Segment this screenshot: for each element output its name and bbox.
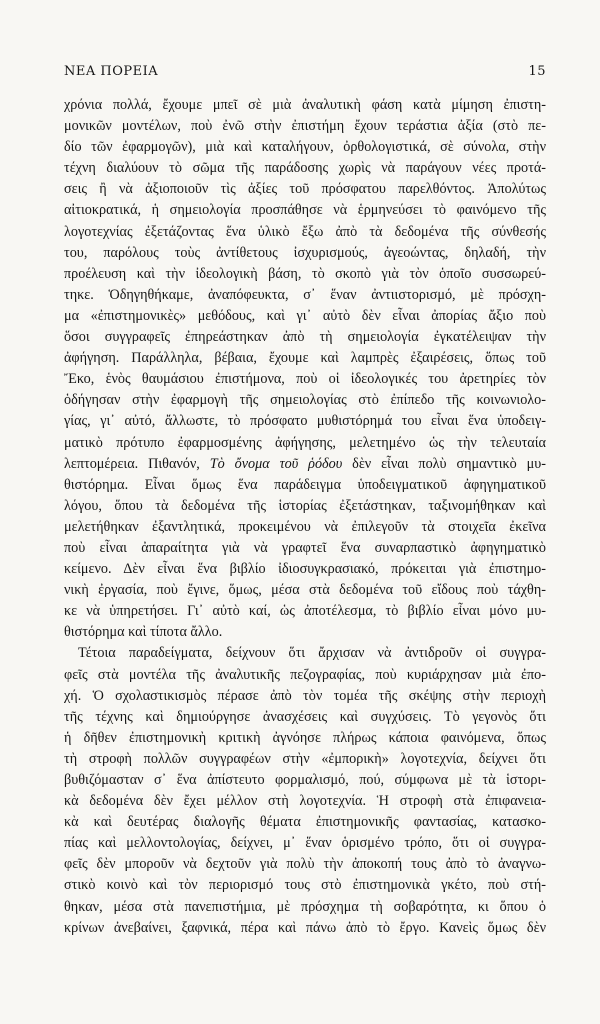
text-line: χή. Ὁ σχολαστικισμὸς πέρασε ἀπὸ τὸν τομέα τῆς σκέψης στὴν περιοχὴ [64,687,546,704]
text-line: Ἔκο, ἑνὸς θαυμάσιου ἐπιστήμονα, ποὺ οἱ ἰδεολογικές του ἀρετηρίες τὸν [64,371,546,388]
text-line: αἰτιοκρατικά, ἡ σημειολογία προσπάθησε νὰ ἑρμηνεύσει τὸ φαινόμενο τῆς [64,202,546,219]
text-line: θιστόρημα. Εἶναι ὅμως ἕνα παράδειγμα ὑποδειγματικοῦ ἀφηγηματικοῦ [64,476,546,493]
text-line: του, παρόλους τοὺς ἀντίθετους ἰσχυρισμούς, ἀγεοώντας, δηλαδή, τὴν [64,244,546,261]
text-line: κὰ καὶ δευτέρας διαλογῆς θέματα ἐπιστημονικῆς φαντασίας, κατασκο- [64,814,546,831]
body-text [64,95,546,939]
paragraph [64,95,546,643]
book-title: Τὸ ὄνομα τοῦ ῥόδου [209,455,343,472]
text-line: βυθιζόμασταν σ᾽ ἕνα ἀπίστευτο φορμαλισμό, πού, σύμφωνα μὲ τὰ ἱστορι- [64,772,546,788]
text-line: θηκαν, μέσα στὰ πανεπιστήμια, μὲ πρόσχημα τὴ σοβαρότητα, κι ὅπου ὁ [64,898,546,915]
text-line: ποὺ εἶναι ἀπαραίτητα γιὰ νὰ γραφτεῖ ἕνα συναρπαστικὸ ἀφηγηματικὸ [64,539,546,556]
text-line: ἀφήγηση. Παράλληλα, βέβαια, ἔχουμε καὶ λαμπρὲς ἐξαιρέσεις, ὅπως τοῦ [64,350,546,367]
text-line: τὴ στροφὴ πολλῶν συγγραφέων στὴν «ἐμπορικὴ» λογοτεχνία, δείχνει ὅτι [64,750,546,767]
text-line: γίας, γι᾽ αὐτό, ἄλλωστε, τὸ πρόσφατο μυθιστόρημά του εἶναι ἕνα ὑποδειγ- [64,413,546,430]
text-line: θιστόρημα καὶ τίποτα ἄλλο. [64,624,223,641]
text-line: λόγου, ὅπου τὰ δεδομένα τῆς ἱστορίας ἐξετάστηκαν, ταξινομήθηκαν καὶ [64,497,546,514]
text-fragment: δὲν εἶναι πολὺ σημαντικὸ μυ- [342,455,546,472]
text-line: μα «ἐπιστημονικὲς» μεθόδους, καὶ γι᾽ αὐτὸ δὲν εἶναι ἀπορίας ἄξιο ποὺ [64,307,546,324]
text-line: μονικῶν μοντέλων, ποὺ ἐνῶ στὴν ἐπιστήμη ἔχουν τεράστια ἀξία (στὸ πε- [64,118,546,135]
text-line: χρόνια πολλά, ἔχουμε μπεῖ σὲ μιὰ ἀναλυτικὴ φάση κατὰ μίμηση ἐπιστη- [64,97,546,113]
text-line: κε νὰ ὑπηρετήσει. Γι᾽ αὐτὸ καί, ὡς ἀποτέλεσμα, τὸ βιβλίο εἶναι μόνο μυ- [64,603,546,620]
text-line: προέλευση καὶ τὴν ἰδεολογικὴ βάση, τὸ σκοπὸ γιὰ τὸν ὁποῖο συσσωρεύ- [64,265,546,282]
text-line: τῆς τέχνης καὶ δημιούργησε ἀνασχέσεις καὶ συγχύσεις. Τὸ γεγονὸς ὅτι [64,708,546,725]
text-line: φεῖς στὰ μοντέλα τῆς ἀναλυτικῆς πεζογραφίας, ποὺ κυριάρχησαν μιὰ ἐπο- [64,666,546,683]
text-line: δίο τῶν ἐφαρμογῶν), μιὰ καὶ καταλήγουν, ὀρθολογιστικά, σὲ σύνολα, στὴν [64,139,546,156]
text-line: ἡ δῆθεν ἐπιστημονικὴ κριτικὴ ἀγνόησε πλήρως κάποια φαινόμενα, ὅπως [64,729,546,746]
text-line: κὰ δεδομένα δὲν ἔχει μέλλον στὴ λογοτεχνία. Ἡ στροφὴ στὰ ἐπιφανεια- [64,793,546,810]
text-line: νικὴ ἐργασία, ποὺ ἔγινε, ὅμως, μέσα στὰ δεδομένα τοῦ εἴδους ποὺ τάχθη- [64,582,546,599]
text-line: Τέτοια παραδείγματα, δείχνουν ὅτι ἄρχισαν νὰ ἀντιδροῦν οἱ συγγρα- [78,645,546,662]
text-line: ὁδήγησαν στὴν ἐφαρμογὴ τῆς σημειολογίας στὸ ἐπίπεδο τῆς κοινωνιολο- [64,392,546,409]
text-line: στικὸ κοινὸ καὶ τὸν περιορισμό τους στὸ ἐπιστημονικὰ γκέτο, ποὺ στή- [64,877,546,894]
text-line: πίας καὶ μελλοντολογίας, δείχνει, μ᾽ ἕναν ὁρισμένο τρόπο, ὅτι οἱ συγγρα- [64,835,546,852]
text-line: φεῖς δὲν μποροῦν νὰ δεχτοῦν γιὰ πολὺ τὴν ἀποκοπή τους ἀπὸ τὸ ἀναγνω- [64,856,546,873]
text-line: τέχνη διαλύουν τὸ σῶμα τῆς παράδοσης χωρὶς νὰ παράγουν νέες προτά- [64,160,546,177]
text-line: τηκε. Ὁδηγηθήκαμε, ἀναπόφευκτα, σ᾽ ἕναν ἀντιιστορισμό, μὲ πρόσχη- [64,286,546,303]
running-header [64,64,546,79]
text-line: ὅσοι συγγραφεῖς ἐπηρεάστηκαν ἀπὸ τὴ σημειολογία ἐγκατέλειψαν τὴν [64,329,546,346]
text-line: λεπτομέρεια. Πιθανόν, Τὸ ὄνομα τοῦ ῥόδου δὲν εἶναι πολὺ σημαντικὸ μυ- [64,455,546,472]
running-title: ΝΕΑ ΠΟΡΕΙΑ [64,64,159,79]
paragraph [64,643,546,938]
text-line: λογοτεχνίας ἐξετάζοντας ἕνα ὑλικὸ ἔξω ἀπὸ τὰ δεδομένα τῆς σύνθεσής [64,223,546,240]
text-line: κείμενο. Δὲν εἶναι ἕνα βιβλίο ἰδιοσυγκρασιακό, πρόκειται γιὰ ἐπιστημο- [64,561,546,578]
text-line: ματικὸ πρότυπο ἐφαρμοσμένης ἀφήγησης, μελετημένο ὡς τὴν τελευταία [64,434,546,451]
text-line: μελετήθηκαν ἐξαντλητικά, προκειμένου νὰ ἐπιλεγοῦν τὰ στοιχεῖα ἐκεῖνα [64,518,546,535]
page-number: 15 [528,64,546,79]
text-line: σεις ἢ νὰ ἀξιοποιοῦν τὶς ἀξίες τοῦ πρόσφατου παρελθόντος. Ἀπολύτως [64,181,546,198]
text-line: κρίνων ἀνεβαίνει, ξαφνικά, πέρα καὶ πάνω ἀπὸ τὸ ἔργο. Κανεὶς ὅμως δὲν [64,919,546,936]
